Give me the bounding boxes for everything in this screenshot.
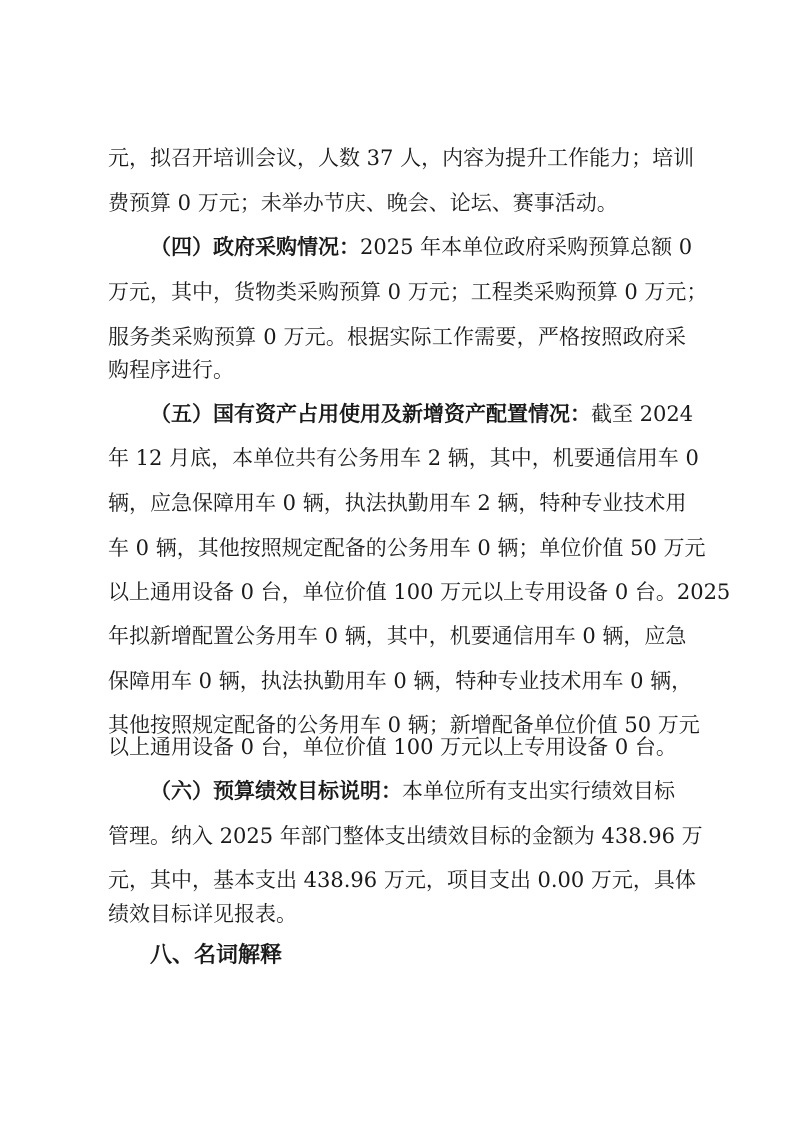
paragraph-line: 其他按照规定配备的公务用车 0 辆；新增配备单位价值 50 万元 bbox=[108, 713, 700, 737]
paragraph-line: 服务类采购预算 0 万元。根据实际工作需要，严格按照政府采 bbox=[108, 325, 686, 349]
paragraph-line: 年 12 月底，本单位共有公务用车 2 辆，其中，机要通信用车 0 bbox=[108, 446, 699, 470]
paragraph-line: 管理。纳入 2025 年部门整体支出绩效目标的金额为 438.96 万 bbox=[108, 824, 703, 848]
paragraph-line: 购程序进行。 bbox=[108, 358, 234, 382]
section-4-first-line-text: 2025 年本单位政府采购预算总额 0 bbox=[360, 235, 693, 259]
section-6-first-line-text: 本单位所有支出实行绩效目标 bbox=[402, 779, 675, 803]
paragraph-line: 万元，其中，货物类采购预算 0 万元；工程类采购预算 0 万元； bbox=[108, 280, 708, 304]
paragraph-line: 元，其中，基本支出 438.96 万元，项目支出 0.00 万元，具体 bbox=[108, 868, 696, 892]
paragraph-line: 以上通用设备 0 台，单位价值 100 万元以上专用设备 0 台。2025 bbox=[108, 580, 731, 604]
paragraph-line: 保障用车 0 辆，执法执勤用车 0 辆，特种专业技术用车 0 辆， bbox=[108, 669, 693, 693]
paragraph-line: 车 0 辆，其他按照规定配备的公务用车 0 辆；单位价值 50 万元 bbox=[108, 536, 706, 560]
paragraph-line: 以上通用设备 0 台，单位价值 100 万元以上专用设备 0 台。 bbox=[108, 735, 677, 759]
section-4-title: （四）政府采购情况： bbox=[150, 235, 360, 259]
section-6-title: （六）预算绩效目标说明： bbox=[150, 779, 402, 803]
paragraph-line: 绩效目标详见报表。 bbox=[108, 902, 297, 926]
section-5-first-line bbox=[150, 400, 693, 428]
paragraph-line: 元，拟召开培训会议，人数 37 人，内容为提升工作能力；培训 bbox=[108, 146, 695, 170]
paragraph-line: 辆，应急保障用车 0 辆，执法执勤用车 2 辆，特种专业技术用 bbox=[108, 491, 687, 515]
section-8-heading: 八、名词解释 bbox=[150, 943, 283, 968]
section-6-first-line bbox=[150, 777, 675, 805]
paragraph-line: 年拟新增配置公务用车 0 辆，其中，机要通信用车 0 辆，应急 bbox=[108, 624, 687, 648]
section-4-first-line bbox=[150, 233, 692, 261]
paragraph-line: 费预算 0 万元；未举办节庆、晚会、论坛、赛事活动。 bbox=[108, 191, 618, 215]
section-5-first-line-text: 截至 2024 bbox=[591, 402, 694, 426]
section-5-title: （五）国有资产占用使用及新增资产配置情况： bbox=[150, 402, 591, 426]
